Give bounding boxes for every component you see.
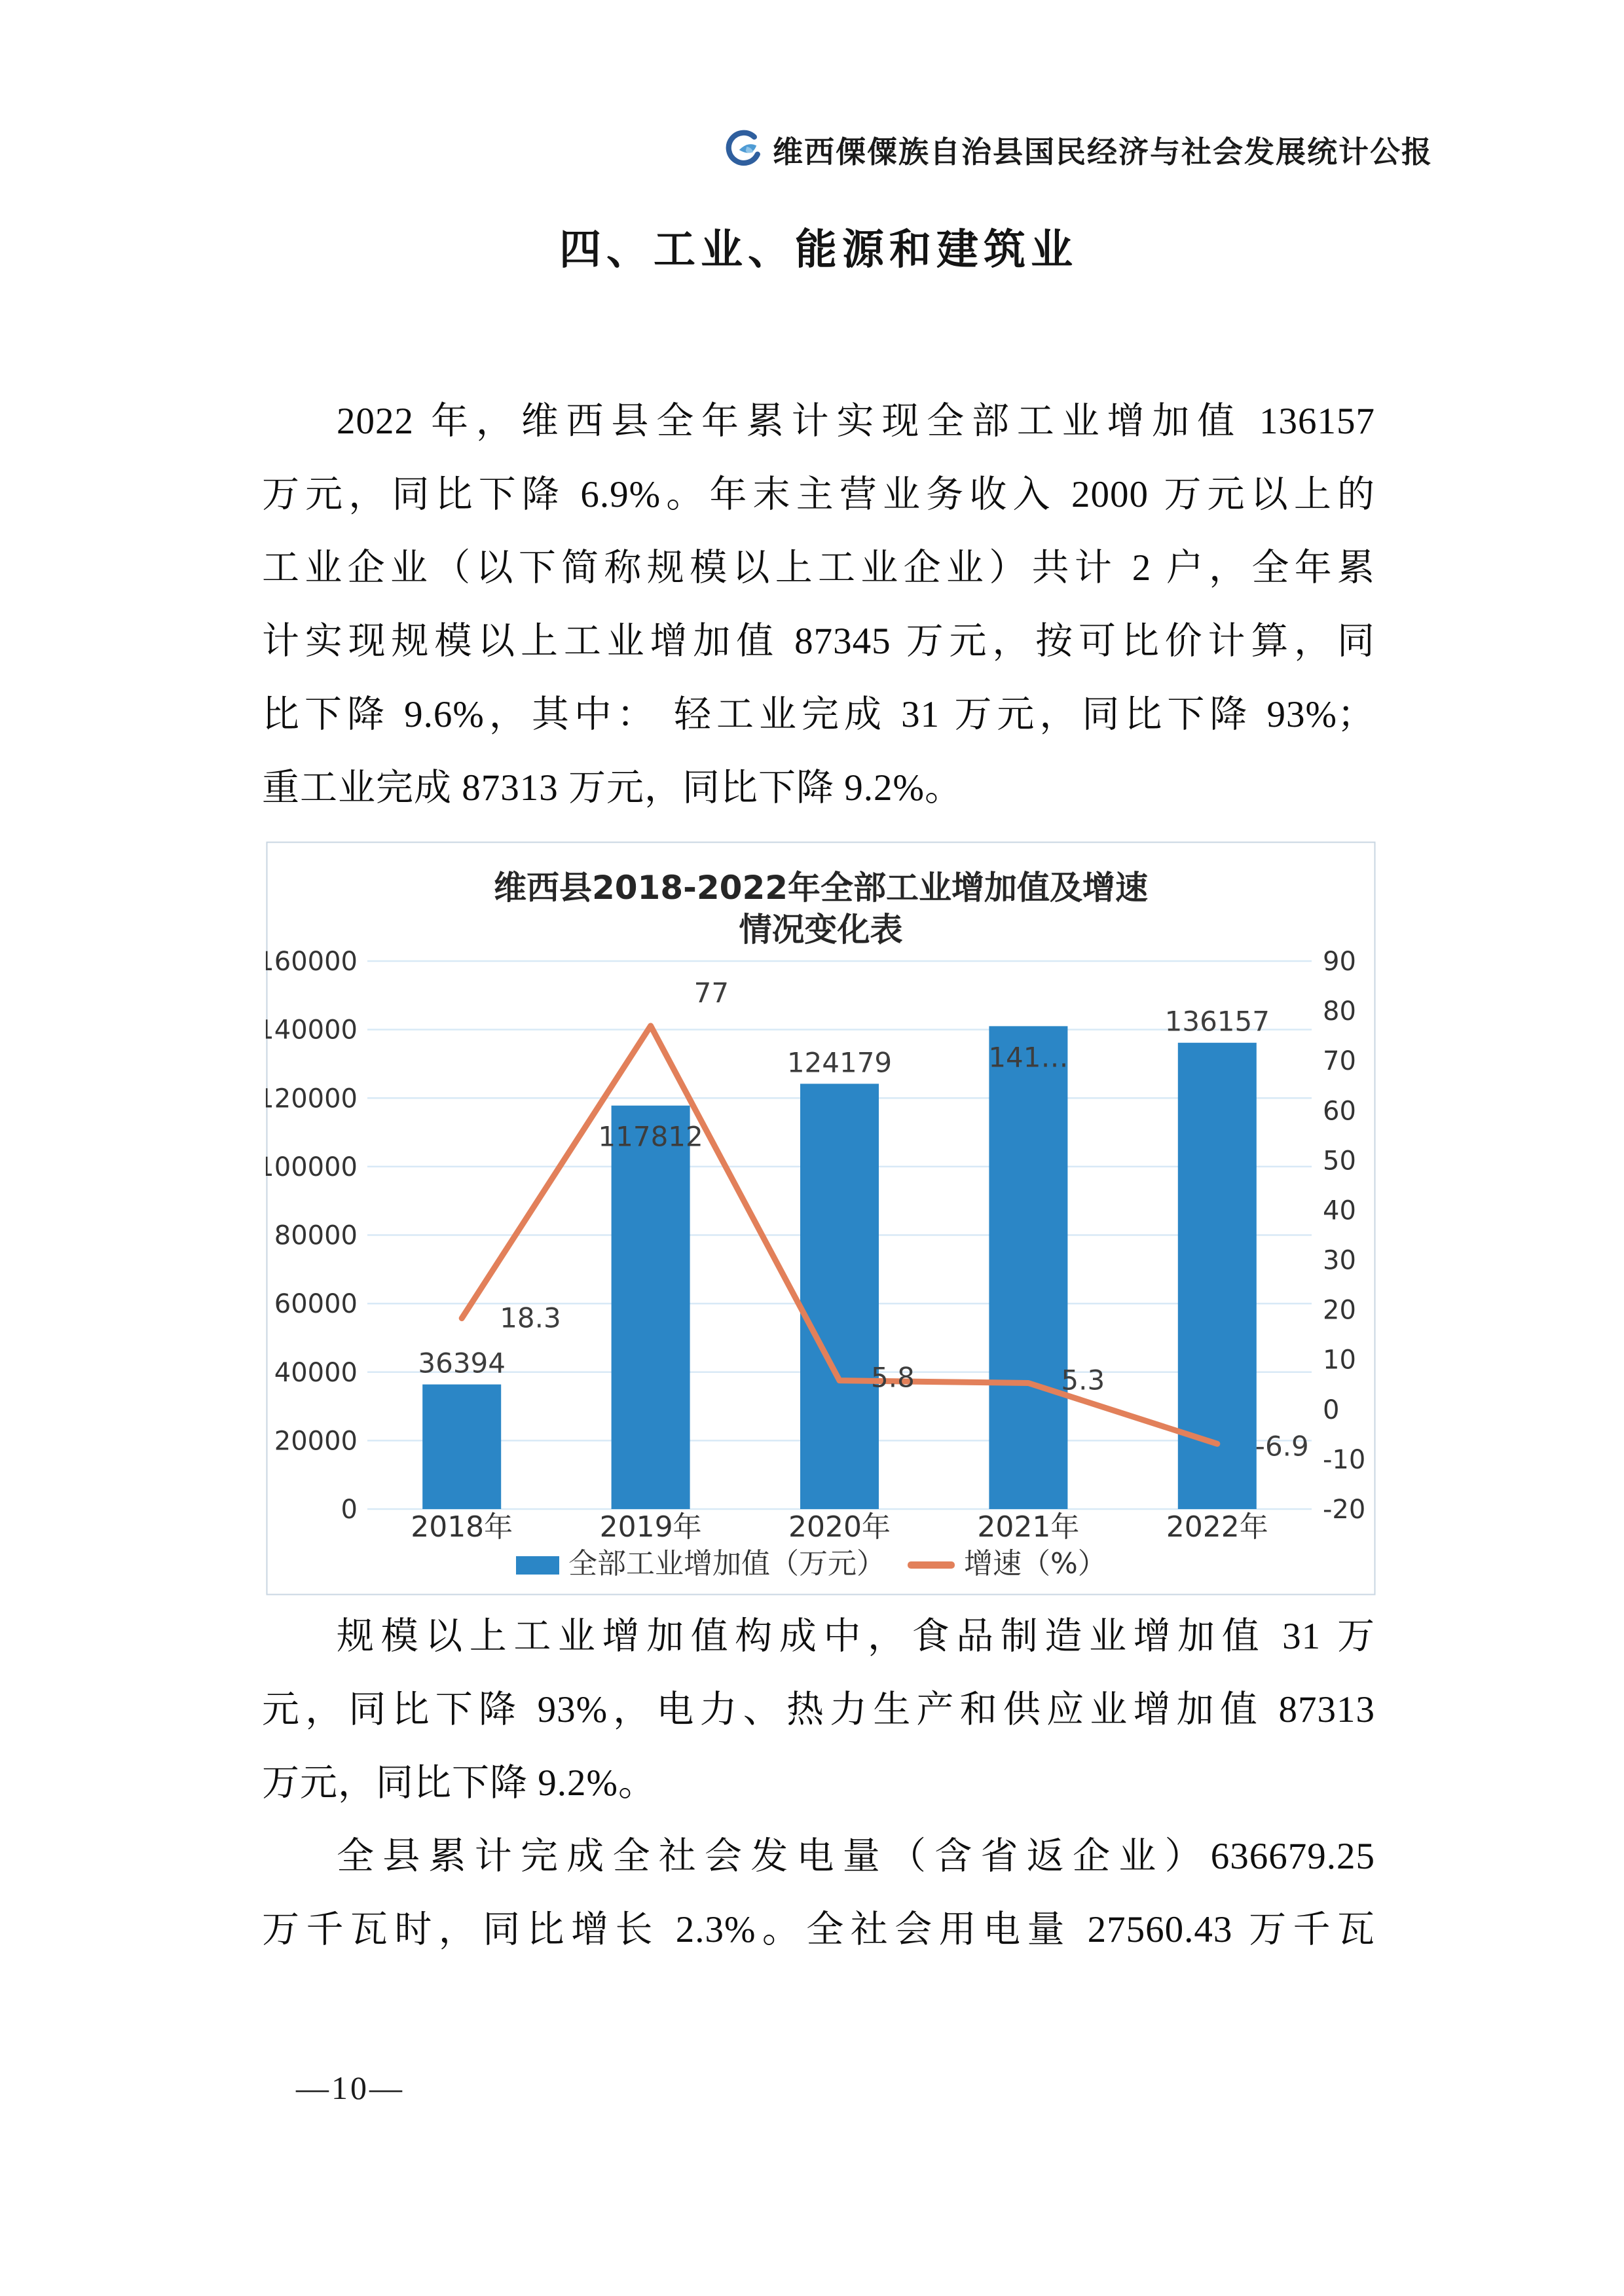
body-line: 工业企业（以下简称规模以上工业企业）共计 2 户，全年累 — [262, 547, 1375, 589]
bar-2021年 — [989, 1026, 1067, 1509]
left-axis-tick: 80000 — [274, 1220, 358, 1251]
bar-2019年 — [612, 1106, 690, 1509]
body-line: 万元，同比下降 9.2%。 — [262, 1762, 656, 1804]
left-axis-tick: 120000 — [266, 1084, 358, 1114]
document-header — [723, 128, 1433, 172]
body-line: 2022 年，维西县全年累计实现全部工业增加值 136157 — [337, 401, 1375, 442]
bar-2018年 — [422, 1385, 501, 1509]
paragraph-block-1 — [262, 385, 1375, 825]
legend-bar-label: 全部工业增加值（万元） — [568, 1547, 885, 1580]
chart-title-line: 维西县2018-2022年全部工业增加值及增速 — [493, 869, 1149, 907]
line-label: 77 — [693, 976, 729, 1009]
page-number: —10— — [296, 2069, 405, 2106]
paragraph-block-2 — [262, 1600, 1375, 1967]
left-axis-tick: 40000 — [274, 1357, 358, 1388]
legend-line-swatch — [908, 1561, 955, 1569]
x-axis-label: 2018年 — [411, 1510, 513, 1544]
bar-label: 141… — [988, 1041, 1069, 1074]
header-title: 维西傈僳族自治县国民经济与社会发展统计公报 — [773, 136, 1433, 169]
left-axis-tick: 100000 — [266, 1152, 358, 1182]
legend-line-label: 增速（%） — [964, 1547, 1107, 1580]
right-axis-tick: 30 — [1323, 1245, 1356, 1276]
right-axis-tick: -20 — [1323, 1495, 1366, 1525]
body-line: 万千瓦时，同比增长 2.3%。全社会用电量 27560.43 万千瓦 — [262, 1909, 1375, 1950]
bar-label: 117812 — [598, 1120, 703, 1153]
x-axis-label: 2022年 — [1166, 1510, 1268, 1544]
right-axis-tick: 40 — [1323, 1195, 1356, 1226]
body-line: 比下降 9.6%，其中： 轻工业完成 31 万元，同比下降 93%； — [262, 694, 1375, 735]
line-label: 5.8 — [871, 1361, 915, 1394]
right-axis-tick: 20 — [1323, 1295, 1356, 1326]
line-label: 5.3 — [1061, 1364, 1105, 1396]
left-axis-tick: 20000 — [274, 1426, 358, 1457]
legend-bar-swatch — [516, 1556, 559, 1575]
bar-label: 136157 — [1164, 1005, 1270, 1038]
right-axis-tick: -10 — [1323, 1444, 1366, 1475]
body-line: 规模以上工业增加值构成中，食品制造业增加值 31 万 — [337, 1616, 1375, 1657]
left-axis-tick: 0 — [341, 1495, 358, 1525]
industry-chart-svg — [266, 841, 1376, 1595]
right-axis-tick: 60 — [1323, 1096, 1356, 1127]
line-label: 18.3 — [500, 1302, 561, 1334]
body-line: 全县累计完成全社会发电量（含省返企业）636679.25 — [337, 1836, 1375, 1877]
body-line: 重工业完成 87313 万元，同比下降 9.2%。 — [262, 767, 963, 809]
industry-chart — [266, 841, 1376, 1595]
right-axis-tick: 10 — [1323, 1345, 1356, 1376]
section-title: 四、工业、能源和建筑业 — [559, 226, 1078, 274]
right-axis-tick: 90 — [1323, 947, 1356, 977]
x-axis-label: 2020年 — [788, 1510, 891, 1544]
bar-2022年 — [1178, 1043, 1257, 1509]
chart-title-line: 情况变化表 — [739, 911, 903, 949]
x-axis-label: 2021年 — [977, 1510, 1080, 1544]
x-axis-label: 2019年 — [599, 1510, 702, 1544]
bar-2020年 — [800, 1084, 879, 1509]
body-line: 万元，同比下降 6.9%。年末主营业务收入 2000 万元以上的 — [262, 474, 1375, 515]
body-line: 元，同比下降 93%，电力、热力生产和供应业增加值 87313 — [262, 1689, 1375, 1730]
right-axis-tick: 80 — [1323, 996, 1356, 1027]
right-axis-tick: 0 — [1323, 1394, 1340, 1425]
right-axis-tick: 70 — [1323, 1046, 1356, 1077]
swirl-logo-icon — [723, 128, 766, 172]
bar-label: 36394 — [418, 1347, 506, 1379]
left-axis-tick: 160000 — [266, 947, 358, 977]
body-line: 计实现规模以上工业增加值 87345 万元，按可比价计算，同 — [262, 621, 1375, 662]
left-axis-tick: 140000 — [266, 1015, 358, 1046]
bar-label: 124179 — [786, 1046, 893, 1079]
right-axis-tick: 50 — [1323, 1146, 1356, 1176]
line-label: -6.9 — [1255, 1430, 1309, 1463]
left-axis-tick: 60000 — [274, 1289, 358, 1320]
